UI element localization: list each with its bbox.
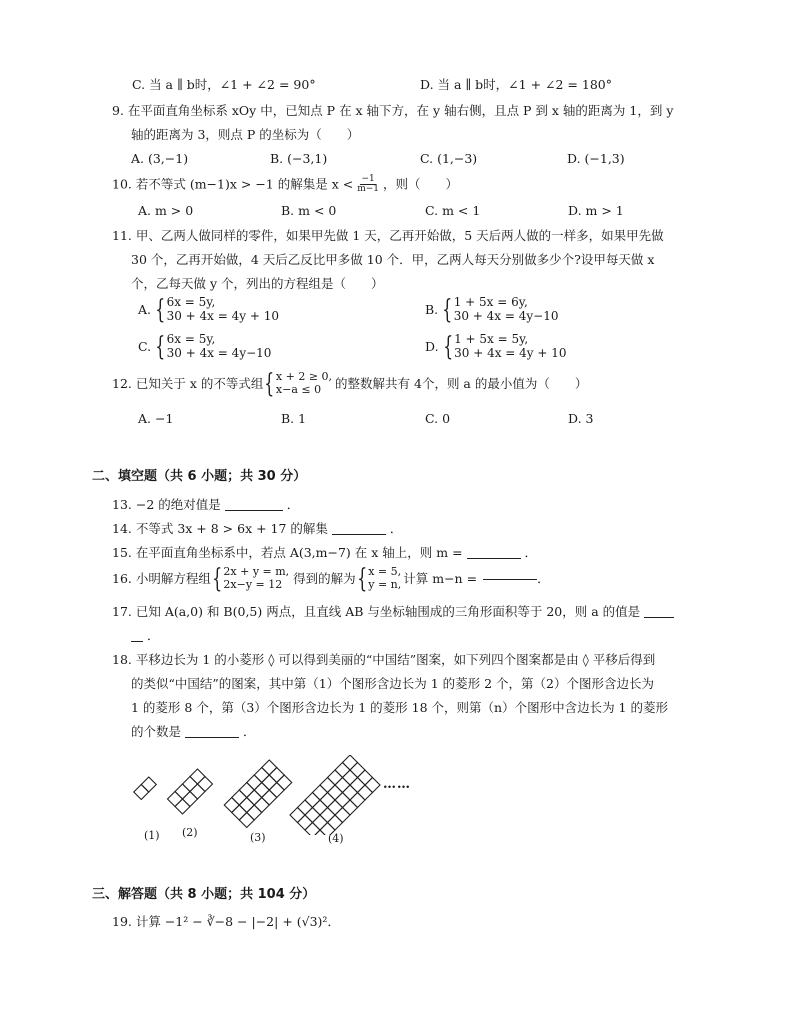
q11-b-eq1: 1 + 5x = 6y, — [453, 295, 528, 309]
knot-figure-2 — [168, 769, 213, 814]
rhombus — [313, 800, 328, 815]
q11-a-eq2: 30 + 4x = 4y + 10 — [166, 308, 279, 323]
q17-end: ． — [146, 628, 160, 643]
rhombus — [239, 813, 254, 828]
rhombus — [277, 775, 292, 790]
q11-option-d — [425, 333, 567, 361]
rhombus — [247, 775, 262, 790]
rhombus — [313, 815, 328, 830]
rhombus — [232, 790, 247, 805]
q11-d-label: D. — [425, 338, 439, 354]
q18-line3: 1 的菱形 8 个，第（3）个图形含边长为 1 的菱形 18 个，则第（n）个图形中含边长为 1 的菱形 — [131, 700, 668, 715]
rhombus — [365, 778, 380, 793]
q12-option-b: B. 1 — [281, 411, 307, 426]
q16-eq2: 2x−y = 12 — [223, 578, 283, 591]
q8-option-c: C. 当 a ∥ b时，∠1 + ∠2 = 90° — [132, 77, 316, 92]
rhombus — [320, 793, 335, 808]
rhombus — [224, 798, 239, 813]
q18-line1: 18. 平移边长为 1 的小菱形 ◊ 可以得到美丽的“中国结”图案，如下列四个图案都是由 ◊ 平移后得到 — [112, 652, 656, 667]
q8-option-d: D. 当 a ∥ b时，∠1 + ∠2 = 180° — [420, 77, 612, 92]
rhombus — [254, 798, 269, 813]
q12-suffix: 的整数解共有 4个，则 a 的最小值为（ ） — [335, 376, 588, 392]
q17-text: 17. 已知 A(a,0) 和 B(0,5) 两点，且直线 AB 与坐标轴围成的三角形面积等于 20，则 a 的值是 — [112, 604, 641, 619]
q17-line2 — [131, 628, 160, 644]
rhombus — [298, 815, 313, 830]
figure-caption-4: (4) — [328, 832, 344, 845]
rhombus — [269, 783, 284, 798]
q16-end: ． — [537, 571, 550, 587]
q11-d-eq1: 1 + 5x = 5y, — [454, 332, 529, 346]
answer-blank[interactable] — [644, 616, 674, 618]
q11-d-eq2: 30 + 4x = 4y + 10 — [454, 345, 567, 360]
q11-line3: 个，乙每天做 y 个，列出的方程组是（ ） — [131, 276, 384, 291]
rhombus — [358, 770, 373, 785]
rhombus — [262, 760, 277, 775]
rhombus — [141, 777, 156, 792]
q9-option-c: C. (1,−3) — [420, 151, 478, 166]
q10-frac-num: −1 — [361, 174, 375, 184]
rhombus — [313, 830, 328, 835]
q10-option-b: B. m < 0 — [281, 203, 337, 218]
rhombus — [247, 805, 262, 820]
q11-b-label: B. — [425, 301, 439, 317]
q11-c-eq2: 30 + 4x = 4y−10 — [166, 345, 272, 360]
q9-line1: 9. 在平面直角坐标系 xOy 中，已知点 P 在 x 轴下方，在 y 轴右侧，且点 P 到 x 轴的距离为 1，到 y — [112, 103, 674, 118]
rhombus — [328, 785, 343, 800]
q12-eq2: x−a ≤ 0 — [275, 383, 322, 396]
brace-icon: { — [264, 369, 275, 399]
rhombus — [343, 785, 358, 800]
rhombus — [335, 808, 350, 823]
rhombus — [305, 823, 320, 836]
rhombus — [262, 775, 277, 790]
q18-end: ． — [242, 724, 256, 739]
rhombus — [320, 778, 335, 793]
answer-blank[interactable] — [225, 509, 283, 511]
rhombus — [335, 793, 350, 808]
q18-line2: 的类似“中国结”的图案，其中第（1）个图形含边长为 1 的菱形 2 个，第（2）个图形含边长为 — [131, 676, 654, 691]
brace-icon: { — [356, 564, 367, 594]
q18-line4-text: 的个数是 — [131, 724, 182, 739]
rhombus — [183, 777, 198, 792]
q19: 19. 计算 −1² − ∛−8 − |−2| + (√3)²． — [112, 914, 340, 929]
figure-caption-3: (3) — [250, 831, 266, 844]
q10-frac-den: m−1 — [357, 184, 379, 195]
q9-option-a: A. (3,−1) — [131, 151, 189, 166]
rhombus — [190, 769, 205, 784]
chinese-knot-figures — [130, 755, 420, 835]
q16-prefix: 16. 小明解方程组 — [112, 571, 211, 587]
q14-text: 14. 不等式 3x + 8 > 6x + 17 的解集 — [112, 521, 328, 536]
rhombus — [232, 805, 247, 820]
q11-c-eq1: 6x = 5y, — [166, 332, 216, 346]
rhombus — [168, 792, 183, 807]
q16-sol1: x = 5, — [368, 565, 402, 579]
q10-option-a: A. m > 0 — [138, 203, 194, 218]
rhombus — [239, 798, 254, 813]
rhombus — [343, 755, 358, 770]
rhombus — [298, 800, 313, 815]
q11-option-b — [425, 296, 559, 324]
q11-line2: 30 个，乙再开始做，4 天后乙反比甲多做 10 个．甲，乙两人每天分别做多少个?设甲每天做 x — [131, 252, 655, 267]
rhombus — [350, 793, 365, 808]
rhombus — [254, 768, 269, 783]
q9-line2: 轴的距离为 3，则点 P 的坐标为（ ） — [131, 127, 360, 142]
rhombus — [343, 770, 358, 785]
q12-stem — [112, 371, 587, 397]
q15-text: 15. 在平面直角坐标系中，若点 A(3,m−7) 在 x 轴上，则 m = — [112, 545, 463, 560]
section-3-title: 三、解答题（共 8 小题；共 104 分） — [92, 887, 316, 902]
q13 — [112, 497, 299, 513]
brace-icon: { — [155, 331, 166, 362]
q9-option-b: B. (−3,1) — [270, 151, 328, 166]
q14 — [112, 521, 402, 537]
brace-icon: { — [155, 294, 166, 325]
q16-suffix: 计算 m−n = — [403, 571, 478, 587]
rhombus — [320, 808, 335, 823]
rhombus — [358, 785, 373, 800]
brace-icon: { — [442, 331, 453, 362]
rhombus — [335, 763, 350, 778]
q12-prefix: 12. 已知关于 x 的不等式组 — [112, 376, 264, 392]
q11-c-label: C. — [138, 338, 152, 354]
q11-option-a — [138, 296, 279, 324]
rhombus — [134, 785, 149, 800]
q11-line1: 11. 甲、乙两人做同样的零件，如果甲先做 1 天，乙再开始做，5 天后两人做的一样多，如果甲先做 — [112, 228, 664, 243]
figure-caption-2: (2) — [182, 826, 198, 839]
rhombus — [305, 793, 320, 808]
q15-end: ． — [524, 545, 538, 560]
brace-icon: { — [442, 294, 453, 325]
answer-blank[interactable] — [483, 578, 537, 580]
rhombus — [328, 770, 343, 785]
rhombus — [198, 777, 213, 792]
q11-b-eq2: 30 + 4x = 4y−10 — [453, 308, 559, 323]
rhombus — [254, 783, 269, 798]
q10-prefix: 10. 若不等式 (m−1)x > −1 的解集是 x < — [112, 176, 354, 192]
rhombus — [190, 784, 205, 799]
answer-blank[interactable] — [185, 736, 239, 738]
rhombus — [262, 790, 277, 805]
q12-option-d: D. 3 — [568, 411, 594, 426]
q17-line1 — [112, 604, 674, 620]
q10-fraction — [357, 175, 379, 195]
answer-blank[interactable] — [131, 640, 143, 642]
section-2-title: 二、填空题（共 6 小题；共 30 分） — [92, 469, 307, 484]
knot-figure-3 — [224, 760, 292, 828]
q11-a-label: A. — [138, 301, 152, 317]
q13-text: 13. −2 的绝对值是 — [112, 497, 221, 512]
q11-a-eq1: 6x = 5y, — [166, 295, 216, 309]
rhombus — [350, 763, 365, 778]
rhombus — [269, 768, 284, 783]
q16-sol2: y = n, — [368, 578, 402, 591]
answer-blank[interactable] — [332, 533, 386, 535]
q18-line4 — [131, 724, 256, 740]
q16-eq1: 2x + y = m, — [223, 565, 290, 579]
q15 — [112, 545, 537, 561]
brace-icon: { — [212, 564, 223, 594]
q13-end: ． — [286, 497, 300, 512]
q10-option-d: D. m > 1 — [568, 203, 624, 218]
q10-option-c: C. m < 1 — [425, 203, 481, 218]
q12-eq1: x + 2 ≥ 0, — [275, 370, 333, 384]
q12-option-c: C. 0 — [425, 411, 451, 426]
rhombus — [305, 808, 320, 823]
rhombus — [328, 800, 343, 815]
rhombus — [175, 799, 190, 814]
knot-figure-4 — [290, 755, 380, 835]
q16-mid: 得到的解为 — [293, 571, 356, 587]
q11-option-c — [138, 333, 271, 361]
rhombus — [239, 783, 254, 798]
figure-caption-1: (1) — [144, 829, 160, 842]
answer-blank[interactable] — [467, 557, 521, 559]
rhombus — [313, 785, 328, 800]
rhombus — [343, 800, 358, 815]
rhombus — [328, 815, 343, 830]
rhombus — [335, 778, 350, 793]
q12-option-a: A. −1 — [138, 411, 174, 426]
rhombus — [290, 808, 305, 823]
figures-ellipsis: …… — [383, 777, 411, 792]
q16 — [112, 566, 550, 592]
rhombus — [350, 778, 365, 793]
rhombus — [247, 790, 262, 805]
knot-figure-1 — [134, 777, 157, 800]
q14-end: ． — [389, 521, 403, 536]
q10-stem — [112, 175, 458, 195]
q9-option-d: D. (−1,3) — [567, 151, 625, 166]
rhombus — [183, 792, 198, 807]
rhombus — [175, 784, 190, 799]
q10-suffix: ，则（ ） — [382, 176, 458, 192]
